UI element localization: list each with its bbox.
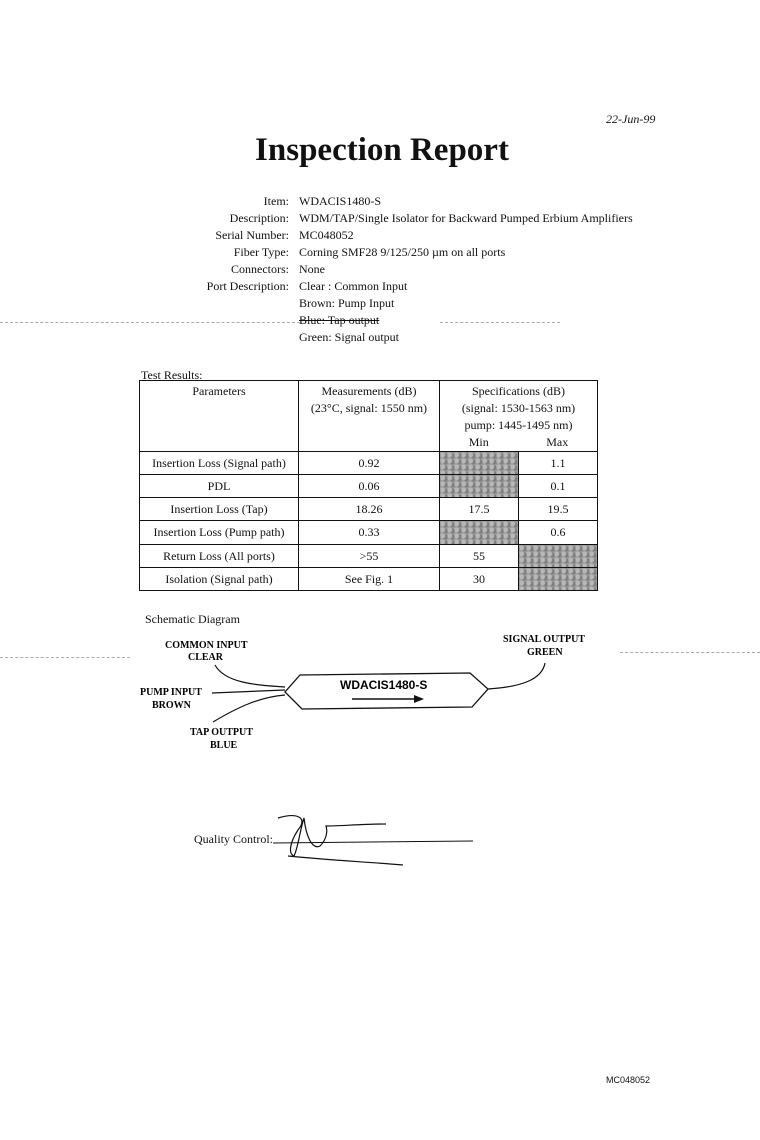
cell-max-na xyxy=(519,568,598,591)
info-label: Description: xyxy=(229,211,289,225)
label-green: GREEN xyxy=(527,647,563,658)
label-blue: BLUE xyxy=(210,740,238,751)
header-measurements-line2: (23°C, signal: 1550 nm) xyxy=(310,401,428,415)
cell-parameter: Isolation (Signal path) xyxy=(140,568,299,591)
info-value: Green: Signal output xyxy=(299,330,399,344)
cell-measurement: >55 xyxy=(299,545,440,568)
header-parameters: Parameters xyxy=(140,381,299,452)
page-title: Inspection Report xyxy=(255,132,509,168)
cell-measurement: 0.33 xyxy=(299,521,440,545)
cell-parameter: Insertion Loss (Tap) xyxy=(140,498,299,521)
header-specifications xyxy=(440,381,598,452)
schematic-diagram xyxy=(0,625,760,760)
cell-min-na xyxy=(440,521,519,545)
info-block xyxy=(0,193,760,353)
label-pump-input: PUMP INPUT xyxy=(140,687,202,698)
label-tap-output: TAP OUTPUT xyxy=(190,727,253,738)
header-min-max xyxy=(440,434,597,451)
info-value: WDM/TAP/Single Isolator for Backward Pumped Erbium Amplifiers xyxy=(299,211,633,225)
cell-max: 0.6 xyxy=(519,521,598,545)
label-clear: CLEAR xyxy=(188,652,224,663)
header-specs-line2: (signal: 1530-1563 nm) xyxy=(461,401,576,415)
cell-parameter: Insertion Loss (Pump path) xyxy=(140,521,299,545)
cell-min: 55 xyxy=(440,545,519,568)
table-row xyxy=(140,545,598,568)
test-results-label: Test Results: xyxy=(141,368,203,382)
fiber-pump xyxy=(212,690,285,693)
fiber-tap xyxy=(213,695,285,722)
header-specs-line1: Specifications (dB) xyxy=(472,384,565,398)
header-specs-line3: pump: 1445-1495 nm) xyxy=(464,418,573,432)
cell-parameter: Return Loss (All ports) xyxy=(140,545,299,568)
info-value-struck: Blue: Tap output xyxy=(299,313,380,327)
table-row xyxy=(140,475,598,498)
test-results-table xyxy=(139,380,598,591)
label-brown: BROWN xyxy=(152,700,191,711)
info-label: Port Description: xyxy=(206,279,289,293)
info-value: MC048052 xyxy=(299,228,354,242)
info-label: Fiber Type: xyxy=(233,245,289,259)
table-row xyxy=(140,452,598,475)
cell-parameter: PDL xyxy=(140,475,299,498)
footer-serial: MC048052 xyxy=(606,1075,651,1085)
fiber-common xyxy=(215,665,285,687)
fiber-signal xyxy=(488,663,545,689)
table-header-row xyxy=(140,381,598,452)
schematic-label: Schematic Diagram xyxy=(145,612,240,626)
info-value: Brown: Pump Input xyxy=(299,296,395,310)
cell-measurement: 0.06 xyxy=(299,475,440,498)
header-measurements xyxy=(299,381,440,452)
info-label: Serial Number: xyxy=(215,228,289,242)
quality-control-label: Quality Control: xyxy=(194,832,273,846)
cell-parameter: Insertion Loss (Signal path) xyxy=(140,452,299,475)
header-min: Min xyxy=(468,435,489,449)
info-label: Connectors: xyxy=(231,262,289,276)
header-measurements-line1: Measurements (dB) xyxy=(321,384,417,398)
cell-measurement: See Fig. 1 xyxy=(299,568,440,591)
quality-control-signature xyxy=(268,810,483,870)
header-max: Max xyxy=(546,435,569,449)
info-value: WDACIS1480-S xyxy=(299,194,382,208)
cell-max: 1.1 xyxy=(519,452,598,475)
signature-line xyxy=(273,841,473,843)
cell-measurement: 18.26 xyxy=(299,498,440,521)
info-label: Item: xyxy=(263,194,289,208)
report-date: 22-Jun-99 xyxy=(606,112,656,126)
info-value: Clear : Common Input xyxy=(299,279,408,293)
signature-scribble xyxy=(278,816,403,865)
cell-min-na xyxy=(440,475,519,498)
label-common-input: COMMON INPUT xyxy=(165,640,248,651)
table-row xyxy=(140,568,598,591)
cell-max: 19.5 xyxy=(519,498,598,521)
cell-min-na xyxy=(440,452,519,475)
info-value: Corning SMF28 9/125/250 µm on all ports xyxy=(299,245,506,259)
table-row xyxy=(140,521,598,545)
info-value: None xyxy=(299,262,325,276)
cell-min: 30 xyxy=(440,568,519,591)
cell-min: 17.5 xyxy=(440,498,519,521)
label-signal-output: SIGNAL OUTPUT xyxy=(503,634,585,645)
cell-max-na xyxy=(519,545,598,568)
cell-measurement: 0.92 xyxy=(299,452,440,475)
device-label: WDACIS1480-S xyxy=(340,678,428,692)
cell-max: 0.1 xyxy=(519,475,598,498)
table-row xyxy=(140,498,598,521)
